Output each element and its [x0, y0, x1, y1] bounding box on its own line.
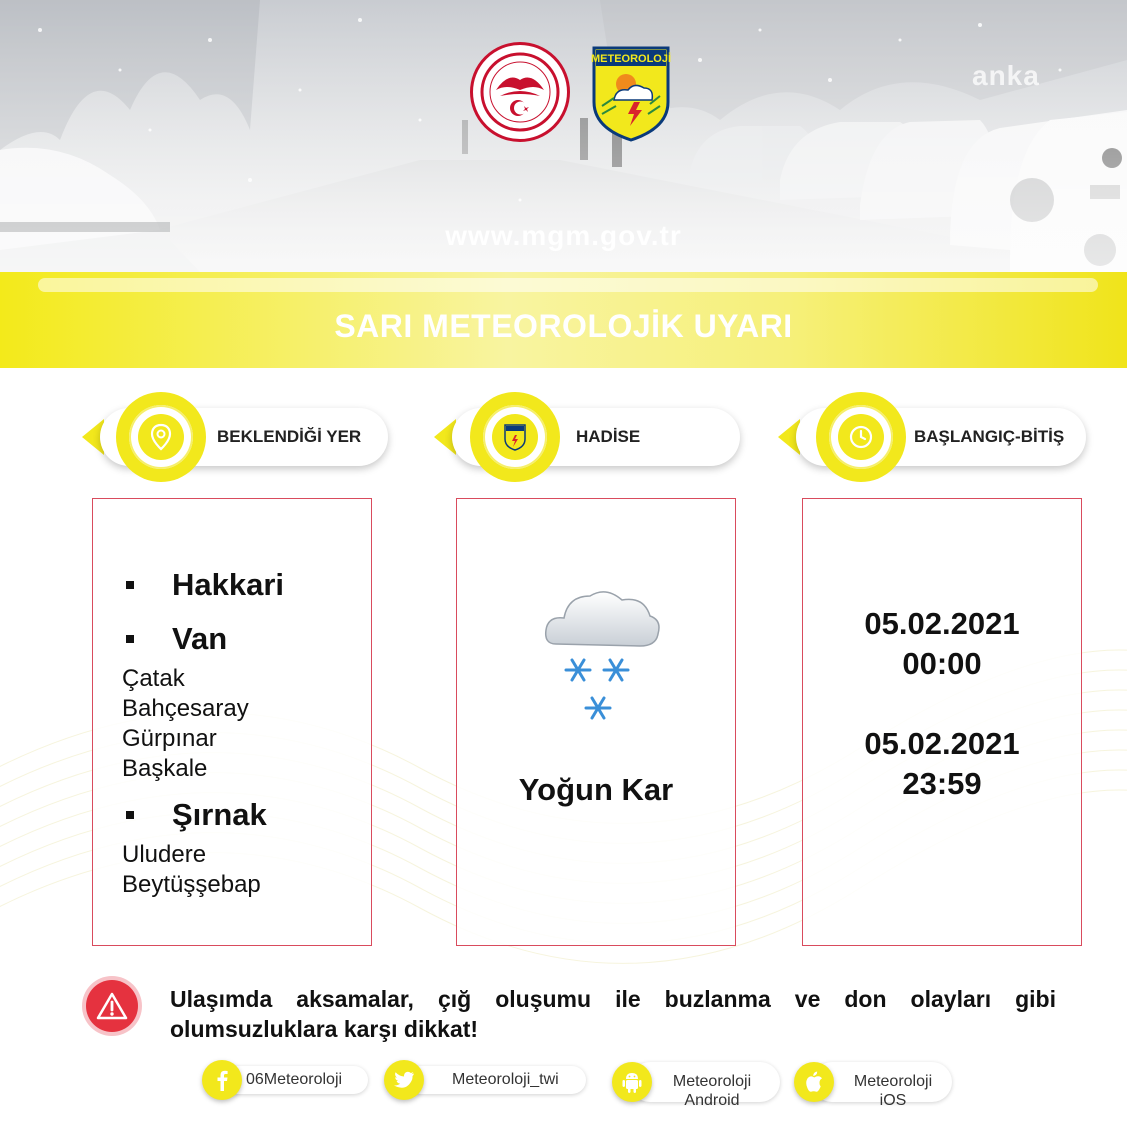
clock-icon	[848, 424, 874, 450]
page-title: SARI METEOROLOJİK UYARI	[334, 308, 793, 344]
location-ring	[116, 392, 206, 482]
svg-text:METEOROLOJİ: METEOROLOJİ	[590, 53, 672, 65]
bullet-square	[126, 581, 134, 589]
warning-badge	[86, 980, 138, 1032]
end-date: 05.02.2021	[864, 726, 1020, 761]
location-pin-icon	[149, 423, 173, 451]
android-icon	[621, 1070, 643, 1094]
twitter-handle[interactable]: Meteoroloji_twi	[452, 1071, 559, 1088]
end-time: 23:59	[902, 766, 982, 801]
anka-watermark: anka	[972, 60, 1040, 91]
location-list	[122, 560, 362, 900]
ios-app-name: Meteoroloji	[853, 1073, 933, 1090]
event-header-label: HADİSE	[576, 427, 641, 446]
meteoroloji-shield-icon	[590, 44, 672, 142]
android-app-label[interactable]	[662, 1072, 762, 1110]
district-item: Gürpınar	[122, 725, 217, 752]
facebook-icon	[212, 1069, 232, 1091]
android-app-name: Meteoroloji	[672, 1073, 752, 1090]
android-platform: Android	[684, 1092, 740, 1109]
android-button[interactable]	[612, 1062, 652, 1102]
province-name: Hakkari	[172, 567, 285, 602]
bullet-square	[126, 635, 134, 643]
time-ring	[816, 392, 906, 482]
ios-app-label[interactable]	[838, 1072, 948, 1110]
time-box	[802, 498, 1082, 946]
meteoroloji-logo	[590, 44, 672, 142]
province-item	[122, 560, 362, 610]
event-ring	[470, 392, 560, 482]
twitter-icon	[393, 1071, 415, 1089]
location-header-label: BEKLENDİĞİ YER	[217, 427, 362, 446]
district-item: Çatak	[122, 665, 185, 692]
facebook-button[interactable]	[202, 1060, 242, 1100]
start-time: 00:00	[902, 646, 982, 681]
apple-icon	[804, 1070, 824, 1094]
band-highlight	[38, 278, 1098, 292]
warning-triangle-icon	[96, 991, 128, 1021]
district-item: Bahçesaray	[122, 695, 249, 722]
ios-button[interactable]	[794, 1062, 834, 1102]
time-header-label: BAŞLANGIÇ-BİTİŞ	[914, 427, 1065, 446]
bullet-square	[126, 811, 134, 819]
ministry-emblem-logo	[470, 42, 570, 142]
district-item: Beytüşşebap	[122, 871, 261, 898]
start-date: 05.02.2021	[864, 606, 1020, 641]
hero-photo	[0, 0, 1127, 272]
meteoroloji-badge-icon	[503, 423, 527, 451]
district-item: Uludere	[122, 841, 207, 868]
district-item: Başkale	[122, 755, 208, 782]
facebook-handle[interactable]: 06Meteoroloji	[246, 1071, 343, 1088]
province-name: Van	[172, 621, 228, 656]
snow-cloud-icon	[540, 574, 664, 734]
website-link[interactable]: www.mgm.gov.tr	[445, 220, 682, 251]
province-item	[122, 614, 362, 664]
province-item	[122, 790, 362, 840]
ministry-emblem-icon	[478, 50, 562, 134]
event-label: Yoğun Kar	[518, 772, 674, 807]
twitter-button[interactable]	[384, 1060, 424, 1100]
ios-platform: iOS	[879, 1092, 907, 1109]
province-name: Şırnak	[172, 797, 267, 832]
warning-message: Ulaşımda aksamalar, çığ oluşumu ile buzlanma ve don olayları gibi olumsuzluklara karşı dikkat!	[170, 986, 1056, 1042]
